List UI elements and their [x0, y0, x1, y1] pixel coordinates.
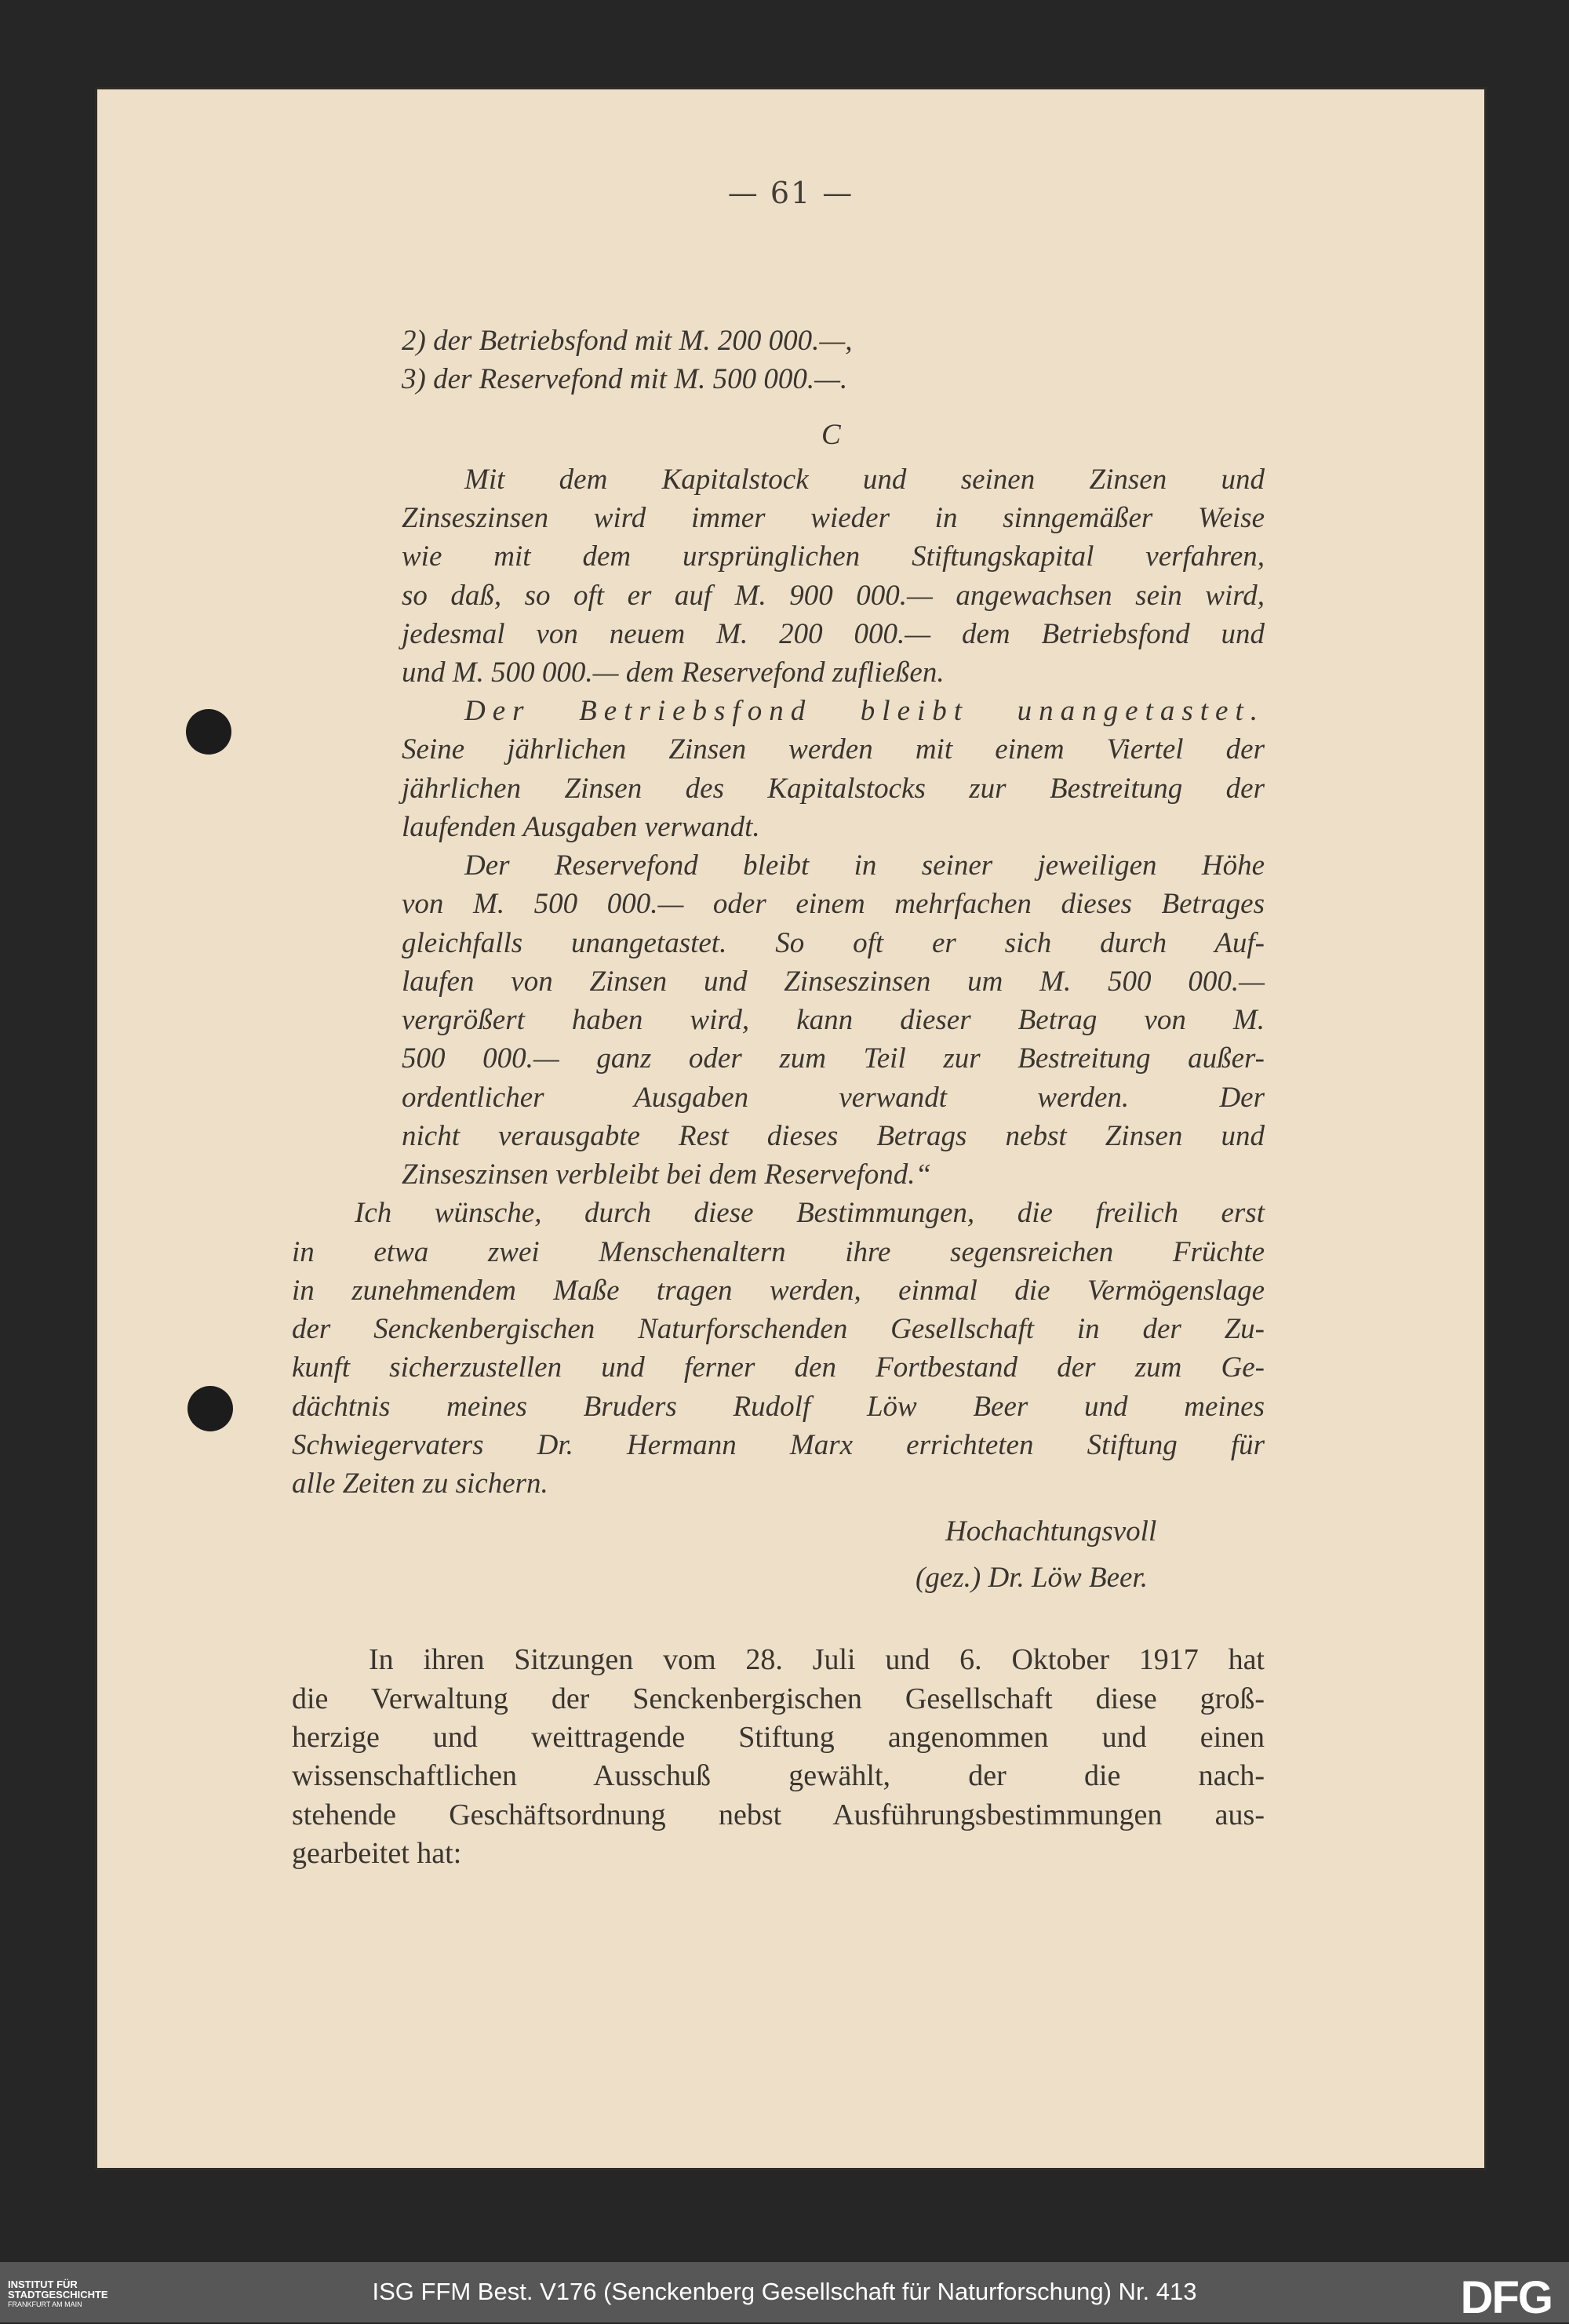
paragraph-line: laufen von Zinsen und Zinseszinsen um M. 500 000.— [402, 966, 1265, 998]
institute-line: INSTITUT FÜR [8, 2279, 78, 2290]
section-letter: C [821, 419, 841, 451]
institute-line: STADTGESCHICHTE [8, 2289, 108, 2300]
paragraph-line: kunft sicherzustellen und ferner den Fortbestand der zum Ge- [292, 1351, 1265, 1384]
paragraph-line: Zinseszinsen verbleibt bei dem Reservefond.“ [402, 1158, 932, 1191]
paragraph-line: laufenden Ausgaben verwandt. [402, 811, 760, 843]
paragraph-line: Zinseszinsen wird immer wieder in sinngemäßer Weise [402, 502, 1265, 534]
paragraph-line: in zunehmendem Maße tragen werden, einmal die Vermögenslage [292, 1275, 1265, 1307]
paragraph-line: Ich wünsche, durch diese Bestimmungen, die freilich erst [355, 1197, 1265, 1229]
list-item: 2) der Betriebsfond mit M. 200 000.—, [402, 325, 853, 357]
paragraph-line: In ihren Sitzungen vom 28. Juli und 6. Oktober 1917 hat [369, 1643, 1265, 1676]
signature: (gez.) Dr. Löw Beer. [916, 1562, 1148, 1594]
paragraph-line: stehende Geschäftsordnung nebst Ausführungsbestimmungen aus- [292, 1798, 1265, 1831]
paragraph-line: herzige und weittragende Stiftung angenommen und einen [292, 1721, 1265, 1754]
paragraph-line: Mit dem Kapitalstock und seinen Zinsen und [464, 464, 1265, 496]
punch-hole-top [186, 709, 231, 755]
paragraph-line: und M. 500 000.— dem Reservefond zufließen. [402, 656, 945, 689]
paragraph-line: vergrößert haben wird, kann dieser Betrag von M. [402, 1004, 1265, 1036]
paragraph-line: gearbeitet hat: [292, 1837, 462, 1870]
paragraph-line: alle Zeiten zu sichern. [292, 1468, 548, 1500]
paragraph-line: dächtnis meines Bruders Rudolf Löw Beer und meines [292, 1391, 1265, 1423]
paragraph-line: Der Reservefond bleibt in seiner jeweiligen Höhe [464, 849, 1265, 882]
paragraph-line: von M. 500 000.— oder einem mehrfachen dieses Betrages [402, 888, 1265, 920]
paragraph-line: nicht verausgabte Rest dieses Betrags nebst Zinsen und [402, 1120, 1265, 1152]
paragraph-line: wie mit dem ursprünglichen Stiftungskapital verfahren, [402, 540, 1265, 573]
paragraph-line: jährlichen Zinsen des Kapitalstocks zur Bestreitung der [402, 773, 1265, 805]
archive-footer-bar [0, 2262, 1569, 2322]
paragraph-line: die Verwaltung der Senckenbergischen Gesellschaft diese groß- [292, 1682, 1265, 1715]
paragraph-line: 500 000.— ganz oder zum Teil zur Bestreitung außer- [402, 1042, 1265, 1075]
paragraph-line: jedesmal von neuem M. 200 000.— dem Betriebsfond und [402, 618, 1265, 650]
paragraph-line: so daß, so oft er auf M. 900 000.— angewachsen sein wird, [402, 580, 1265, 612]
paragraph-line: der Senckenbergischen Naturforschenden Gesellschaft in der Zu- [292, 1313, 1265, 1345]
paragraph-line: ordentlicher Ausgaben verwandt werden. Der [402, 1082, 1265, 1114]
institute-line: FRANKFURT AM MAIN [8, 2300, 82, 2308]
paragraph-line: gleichfalls unangetastet. So oft er sich durch Auf- [402, 927, 1265, 959]
paragraph-line: wissenschaftlichen Ausschuß gewählt, der die nach- [292, 1759, 1265, 1792]
dfg-logo: DFG [1460, 2272, 1552, 2323]
paragraph-line: in etwa zwei Menschenaltern ihre segensreichen Früchte [292, 1236, 1265, 1268]
paragraph-line: Der Betriebsfond bleibt unangetastet. [464, 695, 1265, 727]
punch-hole-bottom [187, 1386, 233, 1431]
closing: Hochachtungsvoll [945, 1515, 1157, 1548]
paragraph-line: Seine jährlichen Zinsen werden mit einem Viertel der [402, 733, 1265, 766]
list-item: 3) der Reservefond mit M. 500 000.—. [402, 363, 848, 395]
paragraph-line: Schwiegervaters Dr. Hermann Marx errichteten Stiftung für [292, 1429, 1265, 1461]
archive-caption: ISG FFM Best. V176 (Senckenberg Gesellschaft für Naturforschung) Nr. 413 [372, 2278, 1197, 2305]
page-number: — 61 — [727, 176, 854, 210]
